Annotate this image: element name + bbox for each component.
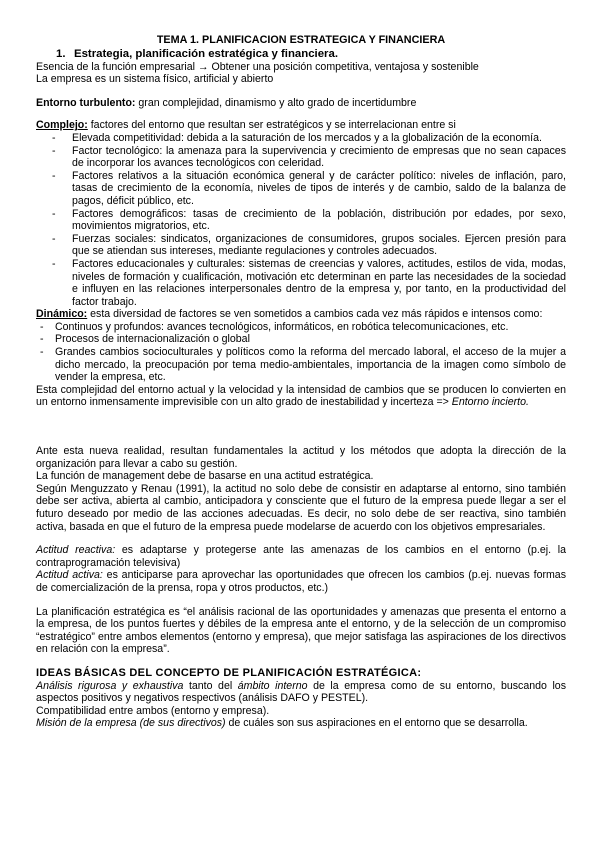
section-heading [56,48,566,61]
basic-idea-mission [36,717,566,730]
complex-factor-list [36,132,566,308]
turbulent-text: gran complejidad, dinamismo y alto grado de incertidumbre [135,96,417,109]
list-item: - Continuos y profundos: avances tecnológicos, informáticos, en robótica telecomunicaciones, etc. [36,321,566,334]
document-title: TEMA 1. PLANIFICACION ESTRATEGICA Y FINANCIERA [156,34,446,46]
management-paragraph: La función de management debe de basarse en una actitud estratégica. [36,470,374,483]
dynamic-label: Dinámico: [36,308,88,321]
reactive-label: Actitud reactiva: [36,544,116,557]
basic-idea-analysis [36,680,566,705]
list-item: - Fuerzas sociales: sindicatos, organizaciones de consumidores, grupos sociales. Ejercen presión para que se atiendan sus intereses, mediante regulaciones y controles adecuados. [36,233,566,258]
list-item: - Factores educacionales y culturales: sistemas de creencias y valores, actitudes, estilos de vida, modas, niveles de formación y cualificación, motivación etc determinan en parte las necesidades de la sociedad e influyen en las relaciones interpersonales dentro de la empresa y, por tanto, en la productividad del factor trabajo. [36,258,566,308]
basic-idea-compatibility: Compatibilidad entre ambos (entorno y empresa). [36,704,270,717]
uncertain-environment: Entorno incierto. [451,396,529,409]
list-item: - Factores relativos a la situación económica general y de carácter político: niveles de inflación, paro, tasas de crecimiento de la economía, niveles de tipos de interés y de cambio, saldo de la balanza de pagos, déficit público, etc. [36,170,566,208]
turbulent-label: Entorno turbulento: [36,96,136,109]
reactive-text: es adaptarse y protegerse ante las amenazas de los cambios en el entorno (p.ej. la contraprogramación televisiva) [36,544,567,569]
list-item: - Grandes cambios socioculturales y políticos como la reforma del mercado laboral, el acceso de la mujer a dicho mercado, la preocupación por tema medio-ambientales, importancia de la imagen como símbolo de vender la empresa, etc. [36,346,566,384]
dynamic-paragraph [36,308,566,321]
list-item: - Elevada competitividad: debida a la saturación de los mercados y a la globalización de la economía. [36,132,566,145]
turbulent-environment [36,97,566,110]
mission-text: de cuáles son sus aspiraciones en el entorno que se desarrolla. [225,717,528,730]
basic-ideas-heading: IDEAS BÁSICAS DEL CONCEPTO DE PLANIFICACIÓN ESTRATÉGICA: [36,666,422,679]
complex-paragraph [36,119,566,132]
section-title: Estrategia, planificación estratégica y financiera. [74,47,338,60]
active-label: Actitud activa: [36,569,103,582]
active-text: es anticiparse para aprovechar las oportunidades que ofrecen los cambios (p.ej. nuevas formas de comercialización de la prensa, ropa y otros productos, etc.) [36,569,566,594]
planning-definition: La planificación estratégica es “el análisis racional de las oportunidades y amenazas que presenta el entorno a la empresa, de los puntos fuertes y débiles de la empresa ante el entorno, y de la selección de un compromiso “estratégico” entre ambos elementos (entorno y empresa), que mejor satisfaga las aspiraciones de los directivos en relación con la empresa”. [36,605,566,656]
analysis-italic: Análisis rigurosa y exhaustiva [36,679,184,692]
intro-line-2: La empresa es un sistema físico, artificial y abierto [36,73,274,86]
new-reality-paragraph: Ante esta nueva realidad, resultan fundamentales la actitud y los métodos que adopta la dirección de la organización para llevar a cabo su gestión. [36,445,566,470]
reactive-attitude [36,544,566,569]
section-number: 1. [56,47,66,60]
list-item: - Factores demográficos: tasas de crecimiento de la población, distribución por edades, por sexo, movimientos migratorios, etc. [36,208,566,233]
mission-italic: Misión de la empresa (de sus directivos) [36,717,226,730]
complex-text: factores del entorno que resultan ser estratégicos y se interrelacionan entre si [87,119,456,132]
complex-label: Complejo: [36,119,88,132]
dynamic-text: esta diversidad de factores se ven sometidos a cambios cada vez más rápidos e intensos como: [87,308,543,321]
list-item: - Factor tecnológico: la amenaza para la supervivencia y crecimiento de empresas que no sean capaces de incorporar los avances tecnológicos con celeridad. [36,145,566,170]
dynamic-change-list [36,321,566,384]
active-attitude [36,569,566,594]
complexity-summary [36,384,566,409]
menguzzato-paragraph: Según Menguzzato y Renau (1991), la actitud no solo debe de consistir en adaptarse al entorno, sino también debe ser activa, abierta al cambio, anticipadora y consciente que el futuro de la empresa puede llegar a ser el futuro deseado por medio de las acciones adecuadas. Es decir, no solo debe de ser reactiva, sino también activa, basada en que el futuro de la empresa puede modelarse de acuerdo con los objetivos empresariales. [36,482,566,533]
analysis-text-1: tanto del [183,679,238,692]
internal-scope-italic: ámbito interno [237,679,308,692]
complexity-summary-text: Esta complejidad del entorno actual y la velocidad y la intensidad de cambios que se producen lo convierten en un entorno inmensamente imprevisible con un alto grado de inestabilidad y incerteza => [36,383,566,409]
analysis-text-2: de la empresa como de su entorno, buscando los aspectos positivos y negativos respectivos (análisis DAFO y PESTEL). [36,679,566,705]
intro-line-1: Esencia de la función empresarial → Obtener una posición competitiva, ventajosa y sostenible [36,60,479,73]
list-item: - Procesos de internacionalización o global [36,333,566,346]
